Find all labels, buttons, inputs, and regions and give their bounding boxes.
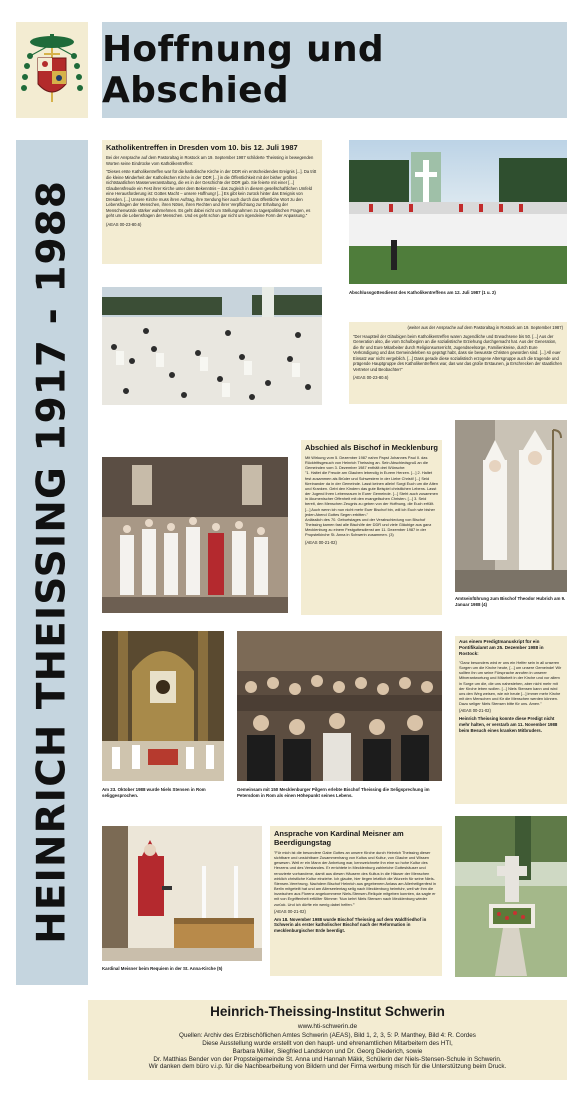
meisner-title: Ansprache von Kardinal Meisner am Beerdigungstag — [274, 829, 404, 847]
footer-credits-4: Wir danken dem büro v.i.p. für die Nachbearbeitung von Bildern und der Firma werbung misch für die Unterstützung beim Druck. — [148, 1063, 507, 1071]
requiem-photo — [102, 826, 262, 961]
amtseinfuehrung-caption: Amtseinführung zum Bischof Theodor Hubrich am 9. Januar 1988 (4) — [455, 596, 566, 607]
rostock-panel — [349, 322, 567, 404]
footer-sources: Quellen: Archiv des Erzbischöflichen Amtes Schwerin (AEAS), Bild 1, 2, 3, 5: P. Manthey, Bild 4: R. Cordes — [179, 1032, 476, 1039]
footer-panel — [88, 1000, 567, 1080]
katholikentreffen-crowd-photo — [102, 287, 322, 405]
katholikentreffen-intro: Bei der Ansprache auf dem Pastoraltag in Rostock am 19. September 1987 schilderte Theissing in bewegenden Worten seine Eindrücke vom Katholikentreffen: — [106, 155, 314, 166]
footer-credits-1: Diese Ausstellung wurde erstellt von den haupt- und ehrenamtlichen Mitarbeitern des HTI, — [202, 1039, 453, 1047]
coat-of-arms — [16, 22, 88, 118]
meisner-ref: (AEAS 00-21-02) — [274, 908, 306, 914]
footer-credits-3: Dr. Matthias Bender von der Propsteigemeinde St. Anna und Hannah Mäkk, Schülerin der Niels-Stensen-Schule in Schwerin. — [153, 1055, 502, 1063]
grave-photo — [455, 816, 567, 977]
abschlussgottesdienst-caption: Abschlussgottesdienst des Katholikentreffens am 12. Juli 1987 (1 u. 2) — [349, 290, 496, 295]
footer-credits-2: Barbara Müller, Siegfried Landskron und Dr. Georg Diederich, sowie — [232, 1047, 423, 1055]
katholikentreffen-panel — [102, 140, 322, 264]
meisner-panel — [270, 826, 442, 976]
footer-url[interactable]: www.hti-schwerin.de — [297, 1023, 358, 1030]
predigt-panel — [455, 636, 567, 804]
katholikentreffen-title: Katholikentreffen in Dresden vom 10. bis 12. Juli 1987 — [106, 143, 298, 152]
side-band — [16, 140, 88, 985]
requiem-caption: Kardinal Meisner beim Requiem in der St. Anna-Kirche (5) — [102, 966, 223, 971]
predigt-title: Aus einem Predigtmanuskript für ein Pontifikalamt am 25. Dezember 1988 in Rostock: — [459, 639, 544, 656]
rostock-ref: (AEAS 00-23-80.6) — [353, 375, 389, 381]
katholikentreffen-quote: "Dieses erste Katholikentreffen war für die katholische Kirche in der DDR ein entscheidendes Ereignis [...]. Da tritt die kleine Minderheit der Katholischen Kirche in der DDR [...] in die Öffentlichkeit mit der bisher größten nichtstaatlichen Massenveranstaltung, die es in der Geschichte der DDR gab. Sie feierte mit einer [...] Glaubensfreude ein Fest ihrer Kirche unter dem Bekenntnis – das zugleich in diesem gesellschaftlichen Umfeld eine Herausforderung ist: Gottes Macht – unsere Hoffnung! [...] Es gibt kein zurück hinter das Ereignis von Dresden. [...] Unsere Kirche muss ihren Auftrag, ihre Sendung hier auch durch das öffentliche Wort zu den Lebensfragen der Menschen, ihren Nöten, ihren Rechten und ihrer Verpflichtung zur Erhaltung der Menschenwürde stärker wahrnehmen. Es geht dabei nicht um Stellungnahmen zu tagespolitischen Fragen, es geht um die Lebensfragen der Menschen. Und es geht schon gar nicht um irgendeine Form der Anpassung." — [106, 169, 317, 219]
festgottesdienst-photo — [102, 457, 288, 613]
rostock-intro: (weiter aus der Ansprache auf dem Pastoraltag in Rostock am 19. September 1987) — [407, 325, 563, 330]
page-title: Hoffnung und Abschied — [102, 29, 385, 111]
abschied-title: Abschied als Bischof in Mecklenburg — [305, 443, 438, 452]
katholikentreffen-ref: (AEAS 00-23-80.6) — [106, 222, 142, 228]
title-band — [102, 22, 567, 118]
footer-title: Heinrich-Theissing-Institut Schwerin — [210, 1004, 445, 1019]
rostock-quote: "Der Hauptteil der Gläubigen beim Katholikentreffen waren Jugendliche und Erwachsene bis 50. [...] Aus der Generation also, die vom Schulbeginn an die sozialistische Erziehung durchgemacht hat. Aus der Generation, die Ihr und Eure Mitarbeiter durch Religionsunterricht, Jugendseelsorge, Familienkreise, durch Eure Verkündigung und das Gemeindeleben so geprägt habt, dass sie bewusste Christen geworden sind. [...] All euer Einsatz war nicht vergeblich. [...] Dass gerade diese sozialistisch erzogene Altersgruppe auch die tragende und prägende Hauptgruppe des Katholikentreffens war, das war das große Erstaunen, ja Erschrecken der staatlichen Vertreter und Beobachter!" — [353, 333, 562, 372]
coat-of-arms-icon — [16, 22, 88, 118]
pilger-photo — [237, 631, 442, 781]
abschlussgottesdienst-photo — [349, 140, 567, 284]
abschied-body: Mit Wirkung vom 5. Dezember 1987 nahm Papst Johannes Paul II. das Rücktrittsgesuch von Heinrich Theissing an. Sein Abschiedsgruß an die Gemeinden vom 3. Dezember 1987 enthält drei Wünsche: "1. Haltet die Freude am Glauben lebendig in Eurem Herzen. [...] 2. Haltet fest zusammen als Brüder und Schwestern in der Liebe Christi! [...] Seid füreinander da in der Gemeinde. Lasst keinen allein! Sorgt Euch um die Alten und Kranken. Gebt den Kindern das gute Beispiel christlichen Lebens. Lasst der Jugend ihren Lebensraum in Eurer Gemeinde. [...] Steht auch zusammen in ökumenischer Offenheit mit den evangelischen Christen. [...] 3. Seid bereit, den Menschen Zeugnis zu geben von der Hoffnung, die Euch erfüllt. [...] Auch wenn ich nun nicht mehr Euer Bischof bin, will ich Euch wie bisher jeden Abend Gottes Segen erbitten." Anlässlich des 70. Geburtstages und der Verabschiedung von Bischof Theissing kamen fast alle Bischöfe der DDR und viele Gläubige aus ganz Mecklenburg zu einem Festgottesdienst am 11. Dezember 1987 in der Propsteikirche St. Anna in Schwerin zusammen. (3) — [305, 455, 439, 538]
predigt-ref: (AEAS 00-21-02) — [459, 708, 491, 714]
meisner-note: Am 18. November 1988 wurde Bischof Theissing auf dem Waldfriedhof in Schwerin als erster katholischer Bischof nach der Reformation in mecklenburgischer Erde beerdigt. — [274, 916, 427, 934]
stensen-caption: Am 23. Oktober 1988 wurde Niels Stensen in Rom seliggesprochen. — [102, 787, 206, 798]
stensen-photo — [102, 631, 224, 781]
meisner-quote: "Für mich ist die besondere Gabe Gottes an unsere Kirche durch Heinrich Theissing dieser sichtbare und unsichtbare Zusammenhang von Kultus und Kultur, von Glaube und Wissen gewesen. Weil er ein Mann der Anbetung war, kennzeichnete ihn eine so hohe Kultur des Herzens und des Verstandes. Er errichtete in Mecklenburg zahlreiche Gotteshäuser und renovierte vorhandene, damit aus diesen Häusern des Kultus in die Häuser der Menschen wirklich christliche Kultur einziehe. Ich glaube, hier liegen letztlich die Wurzeln für seine Niels-Stensen-Verehrung. Nachdem Bischof Heinrich aus gegebenem Anlass am Allerheiligenfest in Berlin mitgeteilt hat und am Allerseelentag selig nach Mecklenburg heimfuhr, weil wir ihm die inzwischen aus Florenz angekommene Niels-Stensen-Reliquie mitgeben konnten, da sagte er mit von Ergriffenheit erfüllter Stimme: 'Nun kehrt Niels Stensen nach Mecklenburg wieder zurück. Und ich dürfte ein wenig dabei helfen.'" — [274, 850, 436, 907]
abschied-ref: (AEAS 00-21-02) — [305, 539, 337, 545]
abschied-panel — [301, 440, 442, 615]
predigt-quote: "Ganz besonders wird er uns ein Helfer sein in all unseren Sorgen um die Kirche heute, [...] um unsere Gemeinde! Wir sollten ihn um seine Fürsprache anrufen in unserer Mitverantwortung und Mitarbeit in der Kirche und vor allem in Sorge um die, die uns nahestehen, aber nicht mehr mit der Kirche leben wollen. [...] Niels Stensen kann und wird uns den Weg weisen, wie wir heute [...] immer mehr Kirche mit den Menschen und für die Menschen werden können. Dazu seliger Niels Stensen bitte für uns. Amen." — [459, 659, 562, 707]
amtseinfuehrung-photo — [455, 420, 567, 592]
predigt-note: Heinrich Theissing konnte diese Predigt nicht mehr halten, er verstarb am 11. November 1988 beim Besuch eines kranken Mitbruders. — [459, 716, 558, 733]
vertical-title: HEINRICH THEISSING 1917 - 1988 — [29, 180, 75, 944]
pilger-caption: Gemeinsam mit 150 Mecklenburger Pilgern erlebte Bischof Theissing die Seligsprechung im Petersdom in Rom als einen Höhepunkt seines Lebens. — [237, 787, 430, 798]
